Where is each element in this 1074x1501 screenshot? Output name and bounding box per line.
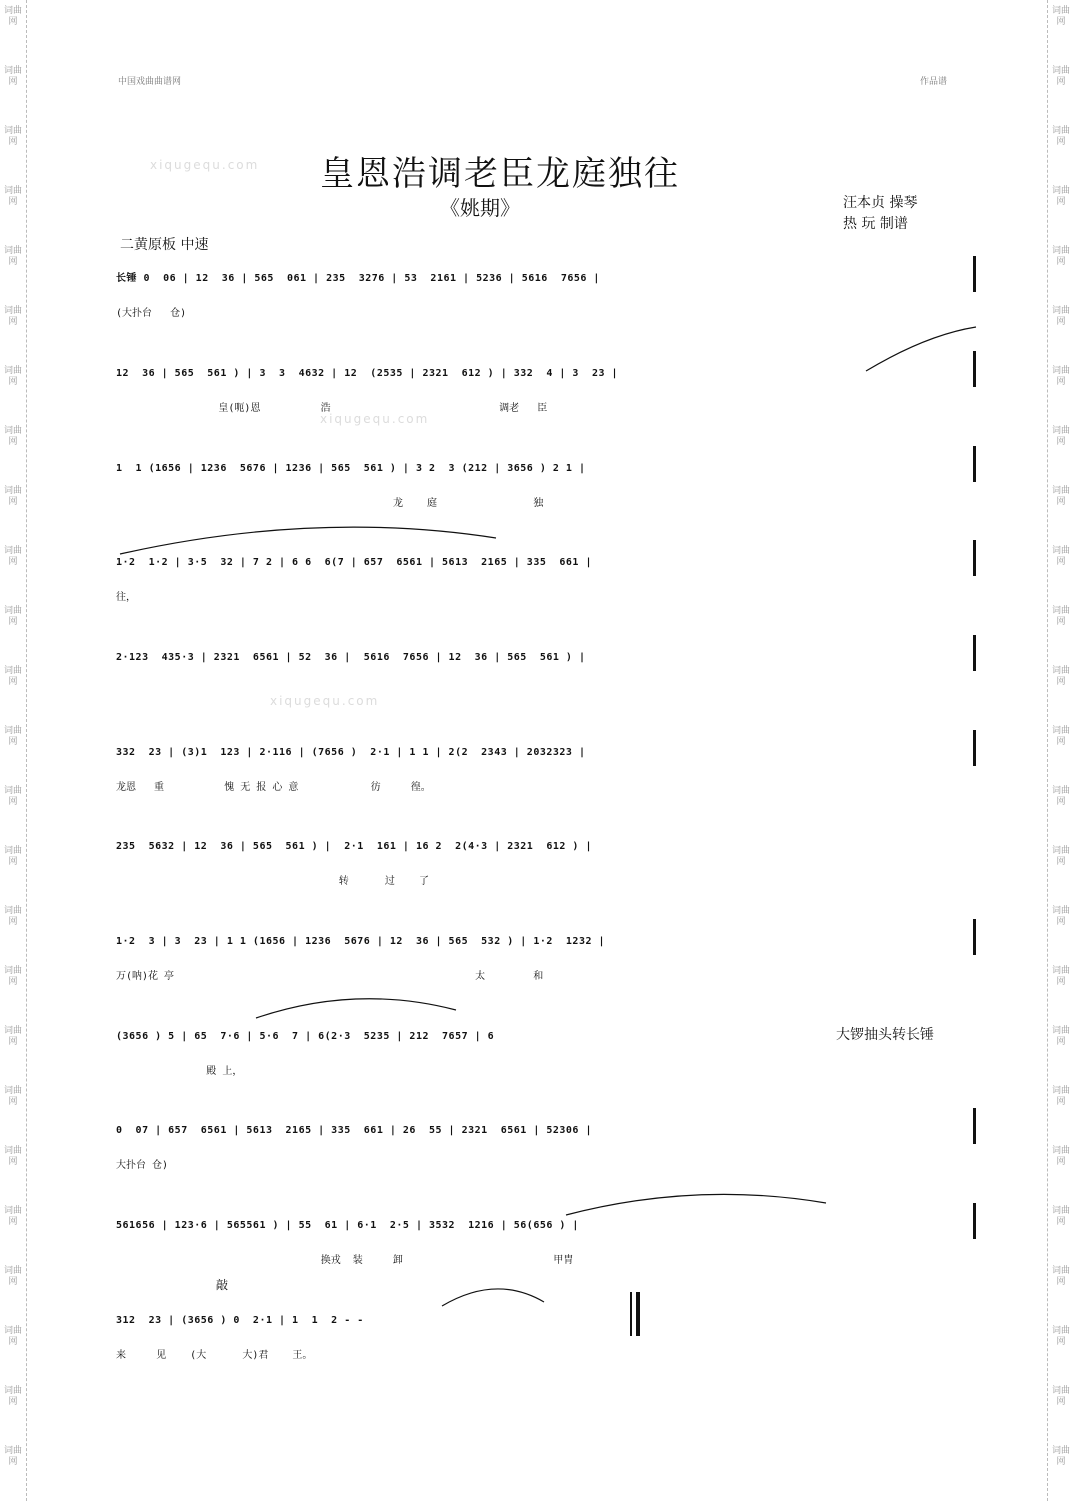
notes-line: 1·2 3 | 3 23 | 1 1 (1656 | 1236 5676 | 12 36 | 565 532 ) | 1·2 1232 | — [116, 936, 606, 947]
side-mark: 词曲网 — [1051, 426, 1070, 447]
side-mark: 词曲网 — [1051, 1266, 1070, 1287]
side-mark: 词曲网 — [1051, 6, 1070, 27]
score-system — [116, 627, 976, 717]
notes-line: 235 5632 | 12 36 | 565 561 ) | 2·1 161 | 16 2 2(4·3 | 2321 612 ) | — [116, 841, 592, 852]
barline — [973, 256, 976, 292]
lyrics-line: 大扑台 仓) — [116, 1160, 169, 1171]
side-mark: 词曲网 — [3, 1026, 22, 1047]
barline — [973, 730, 976, 766]
lyrics-line: 皇(呃)恩 浩 调老 臣 — [116, 403, 548, 414]
notes-line: (3656 ) 5 | 65 7·6 | 5·6 7 | 6(2·3 5235 | 212 7657 | 6 — [116, 1031, 495, 1042]
side-mark: 词曲网 — [1051, 1086, 1070, 1107]
credit-accompanist: 汪本贞 操琴 — [843, 195, 918, 211]
lyrics-line: 来 见 (大 大)君 王。 — [116, 1350, 313, 1361]
side-mark: 词曲网 — [1051, 546, 1070, 567]
side-mark: 词曲网 — [1051, 1446, 1070, 1467]
barline — [973, 351, 976, 387]
side-mark: 词曲网 — [1051, 786, 1070, 807]
side-mark: 词曲网 — [3, 786, 22, 807]
barline — [973, 1203, 976, 1239]
notes-line: 0 07 | 657 6561 | 5613 2165 | 335 661 | 26 55 | 2321 6561 | 52306 | — [116, 1125, 592, 1136]
side-mark: 词曲网 — [3, 126, 22, 147]
side-mark: 词曲网 — [1051, 126, 1070, 147]
notes-line: 312 23 | (3656 ) 0 2·1 | 1 1 2 - - — [116, 1315, 364, 1326]
side-mark: 词曲网 — [3, 1266, 22, 1287]
side-mark: 词曲网 — [1051, 666, 1070, 687]
side-mark: 词曲网 — [3, 486, 22, 507]
side-mark: 词曲网 — [1051, 66, 1070, 87]
side-mark: 词曲网 — [3, 966, 22, 987]
lyrics-line — [116, 683, 976, 703]
side-mark: 词曲网 — [1051, 966, 1070, 987]
side-mark: 词曲网 — [1051, 486, 1070, 507]
side-mark: 词曲网 — [1051, 1326, 1070, 1347]
side-mark: 词曲网 — [1051, 1206, 1070, 1227]
mode-tempo: 二黄原板 中速 — [120, 237, 209, 253]
score-system — [116, 438, 976, 528]
score-system — [116, 1195, 976, 1285]
barline — [973, 446, 976, 482]
side-mark: 词曲网 — [1051, 1146, 1070, 1167]
side-mark: 词曲网 — [1051, 306, 1070, 327]
score-title: 皇恩浩调老臣龙庭独往 — [320, 154, 680, 194]
side-mark: 词曲网 — [3, 846, 22, 867]
side-mark: 词曲网 — [1051, 1026, 1070, 1047]
side-mark: 词曲网 — [1051, 606, 1070, 627]
score-system — [116, 532, 976, 622]
side-mark: 词曲网 — [3, 1326, 22, 1347]
score-system — [116, 1100, 976, 1190]
side-mark: 词曲网 — [3, 1206, 22, 1227]
notes-line: 332 23 | (3)1 123 | 2·116 | (7656 ) 2·1 | 1 1 | 2(2 2343 | 2032323 | — [116, 747, 586, 758]
final-barline-thin — [630, 1292, 632, 1336]
side-mark: 词曲网 — [3, 906, 22, 927]
side-mark: 词曲网 — [3, 1086, 22, 1107]
right-margin-strip — [1047, 0, 1074, 1501]
notes-line: 1·2 1·2 | 3·5 32 | 7 2 | 6 6 6(7 | 657 6561 | 5613 2165 | 335 661 | — [116, 557, 592, 568]
side-mark: 词曲网 — [3, 366, 22, 387]
side-mark: 词曲网 — [3, 426, 22, 447]
score-system — [116, 722, 976, 812]
side-mark: 词曲网 — [3, 246, 22, 267]
collection-name: 作品谱 — [920, 77, 948, 87]
score-system — [116, 816, 976, 906]
side-mark: 词曲网 — [3, 1446, 22, 1467]
notes-line: 长锤 0 06 | 12 36 | 565 061 | 235 3276 | 53 2161 | 5236 | 5616 7656 | — [116, 273, 600, 284]
side-mark: 词曲网 — [3, 666, 22, 687]
lyrics-line: 往， — [116, 592, 136, 603]
side-mark: 词曲网 — [1051, 726, 1070, 747]
side-mark: 词曲网 — [3, 6, 22, 27]
score-system — [116, 343, 976, 433]
barline — [973, 540, 976, 576]
credit-transcriber: 热 玩 制谱 — [843, 216, 908, 232]
side-mark: 词曲网 — [1051, 246, 1070, 267]
score-system — [116, 911, 976, 1001]
notes-line: 1 1 (1656 | 1236 5676 | 1236 | 565 561 ) | 3 2 3 (212 | 3656 ) 2 1 | — [116, 463, 586, 474]
watermark: xiqugequ.com — [320, 412, 430, 426]
side-mark: 词曲网 — [3, 726, 22, 747]
barline — [973, 1108, 976, 1144]
side-mark: 词曲网 — [3, 1146, 22, 1167]
site-name: 中国戏曲曲谱网 — [118, 77, 182, 87]
side-mark: 词曲网 — [3, 306, 22, 327]
lyrics-line: 换戎 装 卸 甲胄 — [116, 1255, 574, 1266]
lyrics-line: 龙恩 重 愧 无 报 心 意 彷 徨。 — [116, 782, 431, 793]
side-mark: 词曲网 — [3, 1386, 22, 1407]
lyrics-line: 转 过 了 — [116, 876, 429, 887]
lyrics-line: 万(呐)花 亭 太 和 — [116, 971, 544, 982]
score-system — [116, 248, 976, 338]
watermark: xiqugequ.com — [270, 694, 380, 708]
score-system — [116, 1006, 976, 1096]
notes-line: 12 36 | 565 561 ) | 3 3 4632 | 12 (2535 | 2321 612 ) | 332 4 | 3 23 | — [116, 368, 619, 379]
left-margin-strip — [0, 0, 27, 1501]
side-mark: 词曲网 — [1051, 846, 1070, 867]
side-mark: 词曲网 — [3, 66, 22, 87]
lyrics-line: 殿 上， — [116, 1066, 243, 1077]
side-mark: 词曲网 — [1051, 906, 1070, 927]
lyrics-line: (大扑台 仓) — [116, 308, 187, 319]
opera-name: 《姚期》 — [440, 196, 520, 220]
score-system — [116, 1278, 976, 1380]
side-mark: 词曲网 — [3, 186, 22, 207]
watermark: xiqugequ.com — [150, 158, 260, 172]
notes-line: 561656 | 123·6 | 565561 ) | 55 61 | 6·1 2·5 | 3532 1216 | 56(656 ) | — [116, 1220, 579, 1231]
side-mark: 词曲网 — [1051, 186, 1070, 207]
side-mark: 词曲网 — [3, 546, 22, 567]
side-mark: 词曲网 — [1051, 1386, 1070, 1407]
side-mark: 词曲网 — [1051, 366, 1070, 387]
ornament-mark: 敲 — [216, 1278, 229, 1292]
barline — [973, 635, 976, 671]
side-mark: 词曲网 — [3, 606, 22, 627]
lyrics-line: 龙 庭 独 — [116, 498, 544, 509]
notes-line: 2·123 435·3 | 2321 6561 | 52 36 | 5616 7656 | 12 36 | 565 561 ) | — [116, 652, 586, 663]
barline — [973, 919, 976, 955]
percussion-note: 大锣抽头转长锤 — [836, 1027, 934, 1043]
final-barline — [636, 1292, 640, 1336]
